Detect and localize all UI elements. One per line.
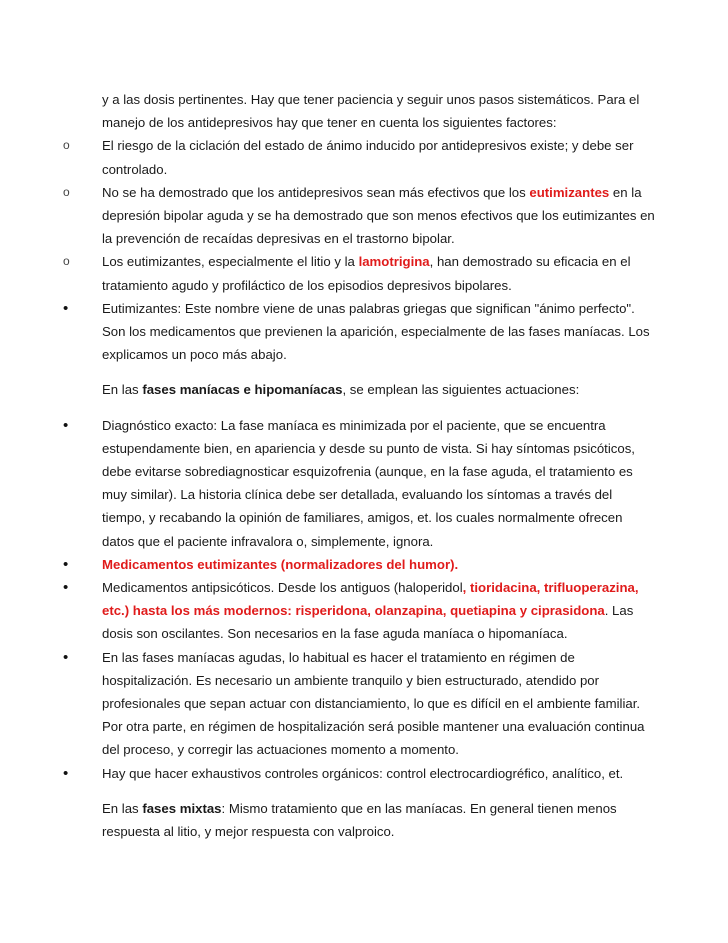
circle-bullet-icon: o [63, 254, 70, 269]
highlight-link: Medicamentos eutimizantes (normalizadores del humor). [102, 556, 459, 572]
text-line [102, 250, 640, 273]
text-span: No se ha demostrado que los antidepresivos sean más efectivos que los [102, 184, 530, 200]
disc-bullet-icon: • [63, 555, 69, 573]
text-line: Eutimizantes: Este nombre viene de unas palabras griegas que significan "ánimo perfecto". [102, 300, 635, 316]
text-span: En las [102, 382, 143, 398]
list-item [0, 646, 728, 762]
text-line [102, 181, 640, 204]
text-span: , se emplean las siguientes actuaciones: [342, 382, 580, 398]
text-line: En las fases maníacas agudas, lo habitual es hacer el tratamiento en régimen de [102, 649, 575, 665]
text-line: tiempo, y recabando la opinión de familiares, amigos, et. los cuales normalmente ofrecen [102, 510, 623, 526]
text-span: , han demostrado su eficacia en el [429, 254, 631, 270]
text-span: en la [609, 184, 642, 200]
text-line: la prevención de recaídas depresivas en el trastorno bipolar. [102, 231, 455, 247]
highlight-link: , tioridacina, trifluoperazina, [462, 580, 639, 596]
text-span: . Las [604, 603, 634, 619]
disc-bullet-icon: • [63, 764, 69, 782]
text-line: controlado. [102, 161, 168, 177]
text-span: Los eutimizantes, especialmente el litio y la [102, 254, 359, 270]
mixed-paragraph [0, 797, 728, 843]
text-line: El riesgo de la ciclación del estado de ánimo inducido por antidepresivos existe; y debe ser [102, 138, 634, 154]
list-item [0, 762, 728, 785]
text-line: respuesta al litio, y mejor respuesta con valproico. [102, 824, 395, 840]
intro-paragraph [0, 88, 728, 134]
highlight-link: etc.) hasta los más modernos: risperidona, olanzapina, quetiapina y ciprasidona [102, 603, 605, 619]
list-item [0, 250, 728, 296]
text-span: En las [102, 800, 143, 816]
bold-term: fases mixtas [142, 800, 222, 816]
list-item [0, 134, 728, 180]
text-line: tratamiento agudo y profiláctico de los episodios depresivos bipolares. [102, 277, 512, 293]
highlight-link: lamotrigina [358, 254, 430, 270]
text-line: debe evitarse sobrediagnosticar esquizofrenia (aunque, en la fase aguda, el tratamiento es [102, 464, 633, 480]
text-line: Hay que hacer exhaustivos controles orgánicos: control electrocardiogréfico, analítico, et. [102, 765, 624, 781]
disc-bullet-icon: • [63, 579, 69, 597]
bold-term: fases maníacas e hipomaníacas [142, 382, 343, 398]
list-item [0, 414, 728, 553]
text-line: del proceso, y corregir las actuaciones momento a momento. [102, 742, 459, 758]
text-line [102, 797, 640, 820]
list-item [0, 297, 728, 367]
text-line: profesionales que sepan actuar con distanciamiento, lo que es difícil en el ambiente familiar. [102, 696, 641, 712]
list-item [0, 181, 728, 251]
circle-bullet-icon: o [63, 138, 70, 153]
list-item [0, 576, 728, 646]
disc-bullet-icon: • [63, 416, 69, 434]
text-line [102, 599, 640, 622]
text-line [102, 576, 640, 599]
document-body [0, 88, 728, 843]
highlight-link: eutimizantes [529, 184, 610, 200]
disc-bullet-icon: • [63, 648, 69, 666]
text-line: manejo de los antidepresivos hay que tener en cuenta los siguientes factores: [102, 115, 557, 131]
text-line: Por otra parte, en régimen de hospitalización será posible mantener una evaluación continua [102, 719, 645, 735]
list-item [0, 553, 728, 576]
text-line: Diagnóstico exacto: La fase maníaca es minimizada por el paciente, que se encuentra [102, 417, 606, 433]
disc-bullet-icon: • [63, 299, 69, 317]
text-line: datos que el paciente infravalora o, simplemente, ignora. [102, 533, 434, 549]
text-span: Medicamentos antipsicóticos. Desde los antiguos (haloperidol [102, 580, 463, 596]
text-line: dosis son oscilantes. Son necesarios en la fase aguda maníaca o hipomaníaca. [102, 626, 568, 642]
text-line: Son los medicamentos que previenen la aparición, especialmente de las fases maníacas. Los [102, 324, 650, 340]
text-line: hospitalización. Es necesario un ambiente tranquilo y bien estructurado, atendido por [102, 672, 600, 688]
manic-intro-paragraph [0, 378, 728, 401]
text-line: muy similar). La historia clínica debe ser detallada, evaluando los síntomas a través del [102, 487, 613, 503]
text-line: depresión bipolar aguda y se ha demostrado que son menos efectivos que los eutimizantes en [102, 208, 655, 224]
text-line: explicamos un poco más abajo. [102, 347, 287, 363]
text-span: : Mismo tratamiento que en las maníacas. En general tienen menos [221, 800, 617, 816]
circle-bullet-icon: o [63, 184, 70, 199]
text-line [102, 378, 640, 401]
text-line: estupendamente bien, en apariencia y desde su punto de vista. Si hay síntomas psicóticos, [102, 440, 635, 456]
text-line: y a las dosis pertinentes. Hay que tener paciencia y seguir unos pasos sistemáticos. Para el [102, 92, 640, 107]
